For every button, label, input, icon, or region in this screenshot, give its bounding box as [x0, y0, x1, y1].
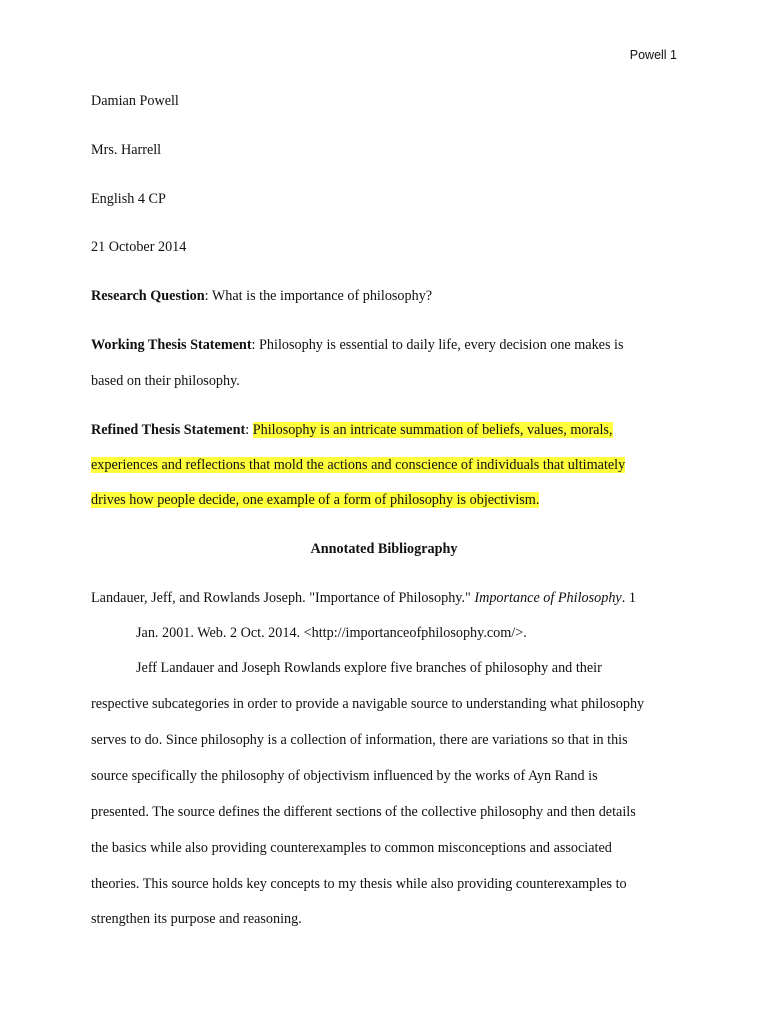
annotation-line: source specifically the philosophy of objectivism influenced by the works of Ayn Rand is — [91, 768, 598, 784]
date: 21 October 2014 — [91, 239, 187, 255]
working-thesis-line-2: based on their philosophy. — [91, 373, 240, 389]
research-question-label: Research Question — [91, 288, 205, 304]
refined-thesis-sep: : — [245, 422, 253, 438]
refined-thesis-label: Refined Thesis Statement — [91, 422, 246, 438]
refined-thesis-line-2 — [91, 455, 625, 475]
teacher-name: Mrs. Harrell — [91, 142, 162, 158]
research-question-text: : What is the importance of philosophy? — [204, 288, 433, 304]
refined-thesis-text-1: Philosophy is an intricate summation of beliefs, values, morals, — [252, 422, 613, 438]
annotation-line: the basics while also providing counterexamples to common misconceptions and associated — [91, 840, 612, 856]
annotation-line: strengthen its purpose and reasoning. — [91, 911, 302, 927]
course-name: English 4 CP — [91, 191, 166, 207]
working-thesis-label: Working Thesis Statement — [91, 337, 252, 353]
refined-thesis-text-2: experiences and reflections that mold the actions and conscience of individuals that ultimately — [91, 457, 626, 473]
student-name: Damian Powell — [91, 93, 179, 109]
citation-line-1 — [91, 588, 636, 608]
refined-thesis-text-3: drives how people decide, one example of a form of philosophy is objectivism. — [91, 492, 540, 508]
annotation-line: theories. This source holds key concepts to my thesis while also providing counterexamples to — [91, 876, 627, 892]
working-thesis-text-1: : Philosophy is essential to daily life, every decision one makes is — [251, 337, 624, 353]
refined-thesis-line-3 — [91, 490, 539, 510]
citation-line-2: Jan. 2001. Web. 2 Oct. 2014. <http://importanceofphilosophy.com/>. — [136, 625, 527, 641]
research-question — [91, 286, 432, 306]
working-thesis-line-1 — [91, 335, 624, 355]
bibliography-title: Annotated Bibliography — [310, 541, 458, 557]
citation-post: . 1 — [621, 590, 636, 606]
refined-thesis-line-1 — [91, 420, 613, 440]
citation-italic: Importance of Philosophy — [474, 590, 622, 606]
annotation-line: presented. The source defines the different sections of the collective philosophy and then details — [91, 804, 636, 820]
citation-pre: Landauer, Jeff, and Rowlands Joseph. "Importance of Philosophy." — [91, 590, 475, 606]
annotation-line: respective subcategories in order to provide a navigable source to understanding what philosophy — [91, 696, 645, 712]
annotation-line: serves to do. Since philosophy is a collection of information, there are variations so that in this — [91, 732, 628, 748]
running-head: Powell 1 — [629, 48, 677, 62]
annotation-line: Jeff Landauer and Joseph Rowlands explore five branches of philosophy and their — [136, 660, 602, 676]
